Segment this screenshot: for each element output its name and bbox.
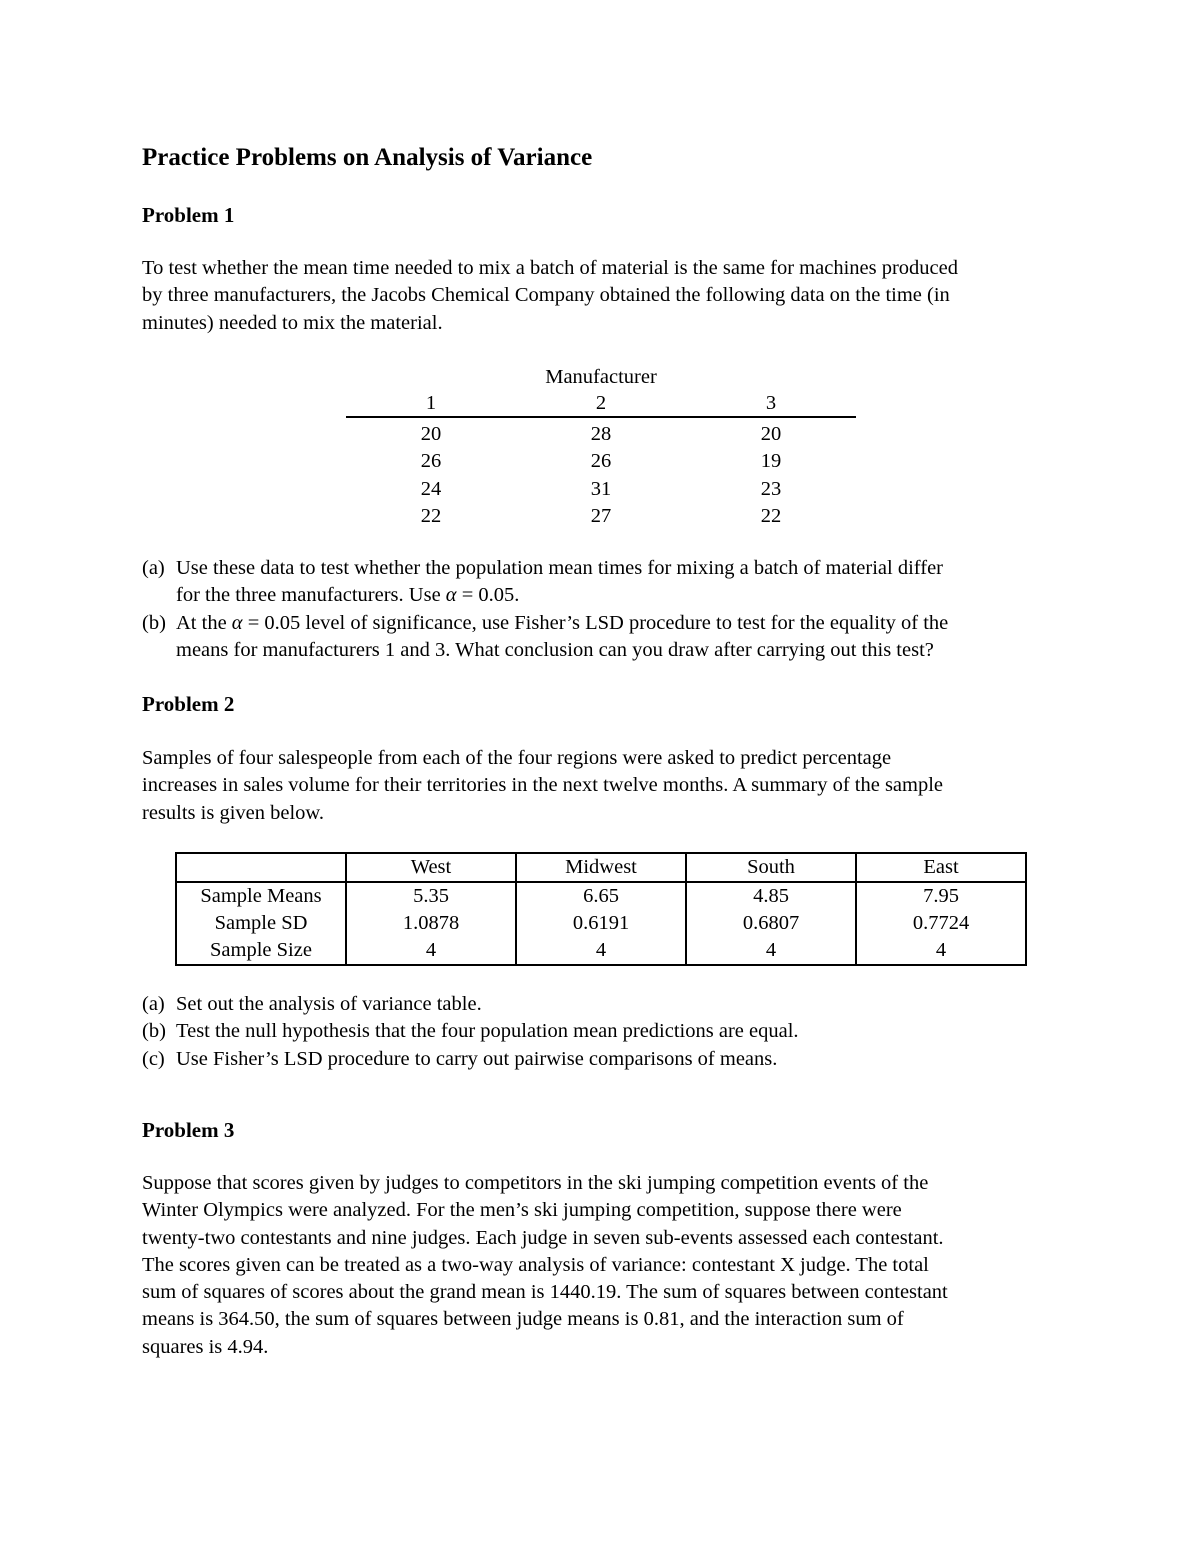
question-label: (c) xyxy=(142,1047,165,1070)
table-cell: 5.35 xyxy=(346,882,516,910)
problem-3-line: Suppose that scores given by judges to competitors in the ski jumping competition events of the xyxy=(142,1172,929,1194)
question-line: = 0.05. xyxy=(456,584,520,607)
problem-1-intro-line: minutes) needed to mix the material. xyxy=(142,311,443,334)
table-header-cell: West xyxy=(346,853,516,882)
question-line: = 0.05 level of significance, use Fisher’s LSD procedure to test for the equality of the xyxy=(242,611,949,634)
alpha-symbol: α xyxy=(445,584,457,607)
question-label: (b) xyxy=(142,611,166,634)
table-cell: 22 xyxy=(760,504,782,527)
table-cell: 20 xyxy=(420,423,442,445)
question-text: Test the null hypothesis that the four population mean predictions are equal. xyxy=(176,1020,799,1043)
table-cell: 0.6807 xyxy=(686,910,856,937)
question-line: At the xyxy=(176,611,232,634)
table-cell: 4.85 xyxy=(686,882,856,910)
question-item xyxy=(142,1046,1060,1073)
table-row xyxy=(346,503,856,530)
problem-2-questions xyxy=(142,991,1060,1073)
question-text: Use Fisher’s LSD procedure to carry out pairwise comparisons of means. xyxy=(176,1047,778,1070)
problem-3-line: sum of squares of scores about the grand mean is 1440.19. The sum of squares between contestant xyxy=(142,1281,948,1304)
table-cell: 23 xyxy=(760,477,782,500)
question-item xyxy=(142,555,1060,610)
table-header-cell: Midwest xyxy=(516,853,686,882)
question-label: (a) xyxy=(142,557,165,579)
table-cell: 4 xyxy=(856,937,1026,965)
table-cell: 0.6191 xyxy=(516,910,686,937)
problem-1-intro-line: by three manufacturers, the Jacobs Chemical Company obtained the following data on the time (in xyxy=(142,284,950,307)
problem-3-line: twenty-two contestants and nine judges. Each judge in seven sub-events assessed each contestant. xyxy=(142,1226,944,1249)
manufacturer-header-cell: 1 xyxy=(425,392,437,414)
manufacturer-header-row xyxy=(346,391,856,418)
table-cell: 4 xyxy=(346,937,516,965)
problem-2-intro-line: Samples of four salespeople from each of the four regions were asked to predict percentage xyxy=(142,747,892,769)
table-header-cell: South xyxy=(686,853,856,882)
question-line: for the three manufacturers. Use xyxy=(176,584,446,607)
table-cell: 26 xyxy=(420,450,442,473)
table-row xyxy=(176,910,1026,937)
problem-3-line: squares is 4.94. xyxy=(142,1335,269,1358)
table-cell: 24 xyxy=(420,477,442,500)
table-row xyxy=(176,937,1026,965)
table-cell: 22 xyxy=(420,504,442,527)
manufacturer-header-cell: 2 xyxy=(595,392,607,414)
table-cell: 0.7724 xyxy=(856,910,1026,937)
problem-3-body xyxy=(142,1170,1060,1361)
problem-2-heading: Problem 2 xyxy=(142,692,235,716)
question-text: Set out the analysis of variance table. xyxy=(176,993,482,1015)
table-cell: 7.95 xyxy=(856,882,1026,910)
problem-1-heading: Problem 1 xyxy=(142,203,235,227)
alpha-symbol: α xyxy=(231,611,243,634)
problem-1-intro-line: To test whether the mean time needed to mix a batch of material is the same for machines produced xyxy=(142,257,958,279)
row-label: Sample Means xyxy=(176,882,346,910)
document-title: Practice Problems on Analysis of Variance xyxy=(142,144,593,171)
row-label: Sample Size xyxy=(176,937,346,965)
problem-1-questions xyxy=(142,555,1060,664)
manufacturer-table xyxy=(346,363,856,530)
table-cell: 4 xyxy=(516,937,686,965)
table-cell: 1.0878 xyxy=(346,910,516,937)
problem-3-line: Winter Olympics were analyzed. For the men’s ski jumping competition, suppose there were xyxy=(142,1199,902,1222)
question-line: Use these data to test whether the population mean times for mixing a batch of material differ xyxy=(176,557,943,579)
manufacturer-caption: Manufacturer xyxy=(545,366,657,388)
table-cell: 27 xyxy=(590,504,612,527)
table-row xyxy=(176,882,1026,910)
problem-3-heading: Problem 3 xyxy=(142,1118,235,1142)
problem-2-intro-line: results is given below. xyxy=(142,801,325,824)
row-label: Sample SD xyxy=(176,910,346,937)
table-cell: 6.65 xyxy=(516,882,686,910)
question-text xyxy=(176,610,1060,665)
sales-summary-table xyxy=(175,852,1027,966)
table-cell: 31 xyxy=(590,477,612,500)
table-header-cell xyxy=(176,853,346,882)
manufacturer-header-cell: 3 xyxy=(765,392,777,414)
problem-1-intro xyxy=(142,255,1060,337)
table-row xyxy=(346,448,856,475)
table-row xyxy=(346,421,856,448)
question-text xyxy=(176,555,1060,610)
problem-3-line: means is 364.50, the sum of squares between judge means is 0.81, and the interaction sum of xyxy=(142,1308,904,1331)
table-cell: 20 xyxy=(760,423,782,445)
table-header-cell: East xyxy=(856,853,1026,882)
table-row xyxy=(346,476,856,503)
question-label: (b) xyxy=(142,1020,166,1043)
question-label: (a) xyxy=(142,993,165,1015)
problem-2-intro-line: increases in sales volume for their territories in the next twelve months. A summary of the sample xyxy=(142,774,944,797)
table-cell: 4 xyxy=(686,937,856,965)
question-item xyxy=(142,991,1060,1018)
problem-3-line: The scores given can be treated as a two-way analysis of variance: contestant X judge. The total xyxy=(142,1253,929,1276)
table-header-row xyxy=(176,853,1026,882)
question-item xyxy=(142,610,1060,665)
table-cell: 28 xyxy=(590,423,612,445)
problem-2-intro xyxy=(142,745,1060,827)
question-line: means for manufacturers 1 and 3. What conclusion can you draw after carrying out this test? xyxy=(176,638,934,661)
table-cell: 19 xyxy=(760,450,782,473)
question-item xyxy=(142,1018,1060,1045)
table-cell: 26 xyxy=(590,450,612,473)
